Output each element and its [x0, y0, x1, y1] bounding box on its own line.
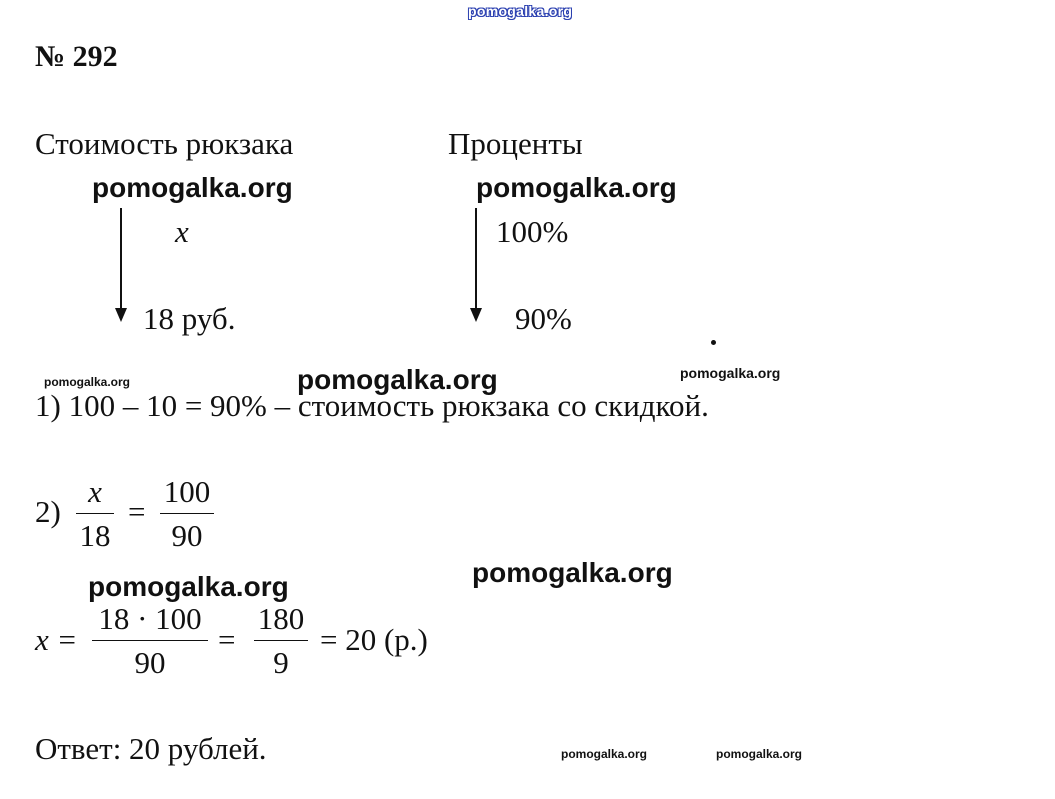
- unknown-cost-x: x: [175, 214, 189, 249]
- fraction-denominator: 18: [79, 518, 111, 553]
- fraction-bar: [92, 640, 208, 641]
- arrow-down-right: [475, 208, 477, 311]
- fraction-numerator: 100: [163, 474, 211, 509]
- step-1: 1) 100 – 10 = 90% – стоимость рюкзака со скидкой.: [35, 388, 709, 423]
- stray-dot: [711, 340, 716, 345]
- watermark-label: pomogalka.org: [561, 747, 648, 761]
- fraction-180-over-9: [254, 603, 308, 678]
- fraction-100-over-90: [160, 476, 214, 551]
- fraction-denominator: 90: [171, 518, 203, 553]
- fraction-denominator: 9: [273, 645, 289, 680]
- fraction-bar: [160, 513, 214, 514]
- fraction-x-over-18: [76, 476, 114, 551]
- watermark-label: pomogalka.org: [680, 365, 781, 381]
- arrow-down-icon: [115, 308, 127, 322]
- percent-discount-value: 90%: [515, 301, 572, 336]
- arrow-down-left: [120, 208, 122, 311]
- watermark-label: pomogalka.org: [297, 364, 498, 395]
- result-value: = 20 (р.): [320, 622, 428, 657]
- answer: Ответ: 20 рублей.: [35, 731, 267, 766]
- fraction-bar: [254, 640, 308, 641]
- watermark-top: pomogalka.org: [468, 3, 573, 19]
- problem-number: № 292: [35, 40, 118, 73]
- step-3-lhs: x =: [35, 622, 78, 657]
- equals-sign: =: [218, 622, 236, 657]
- watermark-label: pomogalka.org: [472, 557, 673, 588]
- column-header-percent: Проценты: [448, 126, 583, 161]
- percent-full-value: 100%: [496, 214, 569, 249]
- fraction-numerator: x: [88, 474, 102, 509]
- fraction-numerator: 18 · 100: [98, 601, 202, 636]
- fraction-bar: [76, 513, 114, 514]
- discounted-cost-value: 18 руб.: [143, 301, 236, 336]
- fraction-numerator: 180: [257, 601, 305, 636]
- watermark-label: pomogalka.org: [476, 172, 677, 203]
- arrow-down-icon: [470, 308, 482, 322]
- equals-sign: =: [128, 494, 146, 529]
- column-header-cost: Стоимость рюкзака: [35, 126, 294, 161]
- watermark-label: pomogalka.org: [44, 375, 131, 389]
- watermark-label: pomogalka.org: [92, 172, 293, 203]
- fraction-denominator: 90: [134, 645, 166, 680]
- fraction-18x100-over-90: [92, 603, 208, 678]
- step-2-label: 2): [35, 494, 61, 529]
- watermark-label: pomogalka.org: [716, 747, 803, 761]
- watermark-label: pomogalka.org: [88, 571, 289, 602]
